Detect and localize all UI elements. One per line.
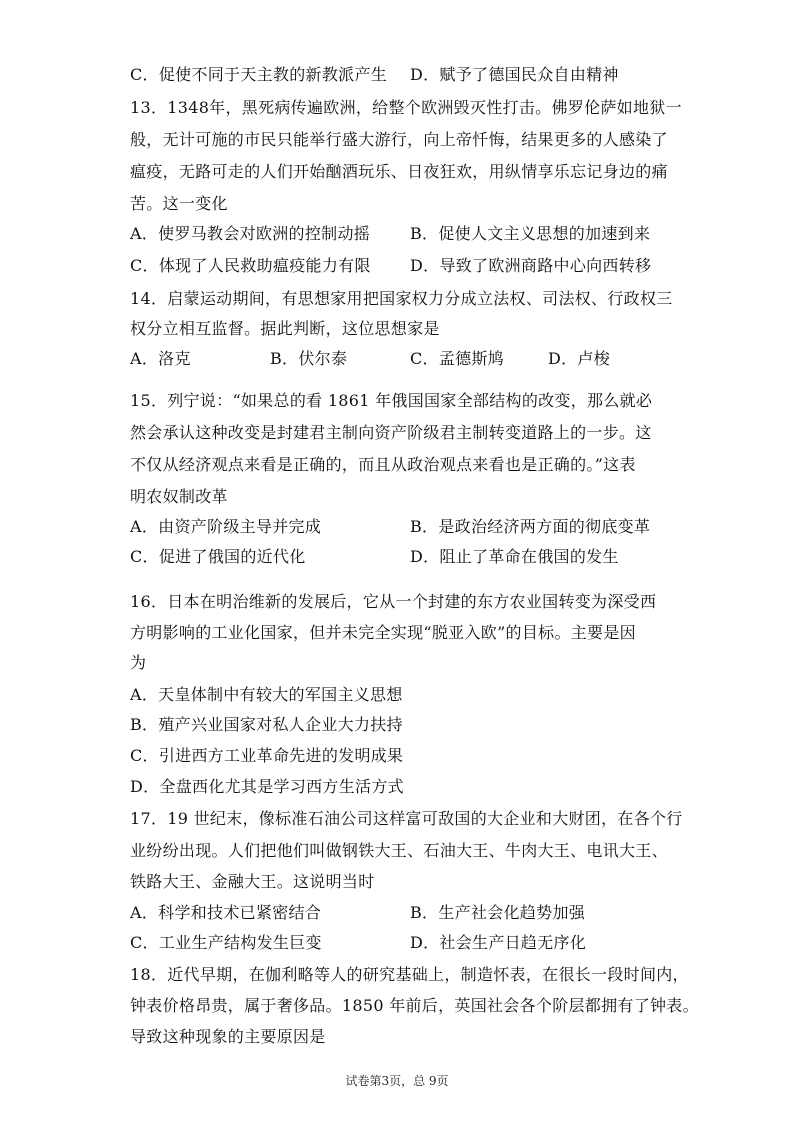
q15-option-b: B．是政治经济两方面的彻底变革 [410,517,651,536]
q15-stem-line: 不仅从经济观点来看是正确的，而且从政治观点来看也是正确的。”这表 [130,455,636,474]
q14-stem-line: 14．启蒙运动期间，有思想家用把国家权力分成立法权、司法权、行政权三 [130,289,673,308]
q15-stem-line: 明农奴制改革 [130,487,228,506]
q17-option-d: D．社会生产日趋无序化 [410,933,587,952]
q17-stem-line: 业纷纷出现。人们把他们叫做钢铁大王、石油大王、牛肉大王、电讯大王、 [130,841,668,860]
q18-stem-line: 18．近代早期，在伽利略等人的研究基础上，制造怀表，在很长一段时间内， [130,965,689,984]
q13-stem-line: 瘟疫，无路可走的人们开始酗酒玩乐、日夜狂欢，用纵情享乐忘记身边的痛 [130,162,668,181]
q13-stem-line: 般，无计可施的市民只能举行盛大游行，向上帝忏悔，结果更多的人感染了 [130,130,668,149]
q16-option-b: B．殖产兴业国家对私人企业大力扶持 [130,715,403,734]
q16-stem-line: 为 [130,653,147,672]
q15-stem-line: 15．列宁说：“如果总的看 1861 年俄国国家全部结构的改变，那么就必 [130,391,653,410]
q13-option-b: B．促使人文主义思想的加速到来 [410,224,651,243]
q12-option-c: C．促使不同于天主教的新教派产生 [130,65,388,84]
q13-stem-line: 苦。这一变化 [130,194,228,213]
q15-stem-line: 然会承认这种改变是封建君主制向资产阶级君主制转变道路上的一步。这 [130,423,652,442]
q16-option-c: C．引进西方工业革命先进的发明成果 [130,746,404,765]
q13-option-a: A．使罗马教会对欧洲的控制动摇 [130,224,371,243]
q17-option-a: A．科学和技术已紧密结合 [130,903,322,922]
q16-stem-line: 16．日本在明治维新的发展后，它从一个封建的东方农业国转变为深受西 [130,592,657,611]
q13-option-d: D．导致了欧洲商路中心向西转移 [410,256,652,275]
q16-option-a: A．天皇体制中有较大的军国主义思想 [130,685,403,704]
q13-stem-line: 13．1348年，黑死病传遍欧洲，给整个欧洲毁灭性打击。佛罗伦萨如地狱一 [130,98,682,117]
q14-stem-line: 权分立相互监督。据此判断，这位思想家是 [130,319,440,338]
q16-stem-line: 方明影响的工业化国家，但并未完全实现“脱亚入欧”的目标。主要是因 [130,623,636,642]
q14-option-b: B．伏尔泰 [270,349,348,368]
q15-option-c: C．促进了俄国的近代化 [130,547,306,566]
q17-option-b: B．生产社会化趋势加强 [410,903,586,922]
q18-stem-line: 钟表价格昂贵，属于奢侈品。1850 年前后，英国社会各个阶层都拥有了钟表。 [130,996,699,1015]
q17-stem-line: 铁路大王、金融大王。这说明当时 [130,872,375,891]
q14-option-d: D．卢梭 [548,349,611,368]
q13-option-c: C．体现了人民救助瘟疫能力有限 [130,256,371,275]
q18-stem-line: 导致这种现象的主要原因是 [130,1027,326,1046]
q14-option-c: C．孟德斯鸠 [410,349,505,368]
page-footer: 试卷第3页，总 9页 [345,1074,449,1088]
q17-stem-line: 17．19 世纪末，像标准石油公司这样富可敌国的大企业和大财团，在各个行 [130,809,683,828]
q15-option-a: A．由资产阶级主导并完成 [130,517,322,536]
q17-option-c: C．工业生产结构发生巨变 [130,933,322,952]
q15-option-d: D．阻止了革命在俄国的发生 [410,547,619,566]
q14-option-a: A．洛克 [130,349,191,368]
q16-option-d: D．全盘西化尤其是学习西方生活方式 [130,777,404,796]
q12-option-d: D．赋予了德国民众自由精神 [410,65,619,84]
